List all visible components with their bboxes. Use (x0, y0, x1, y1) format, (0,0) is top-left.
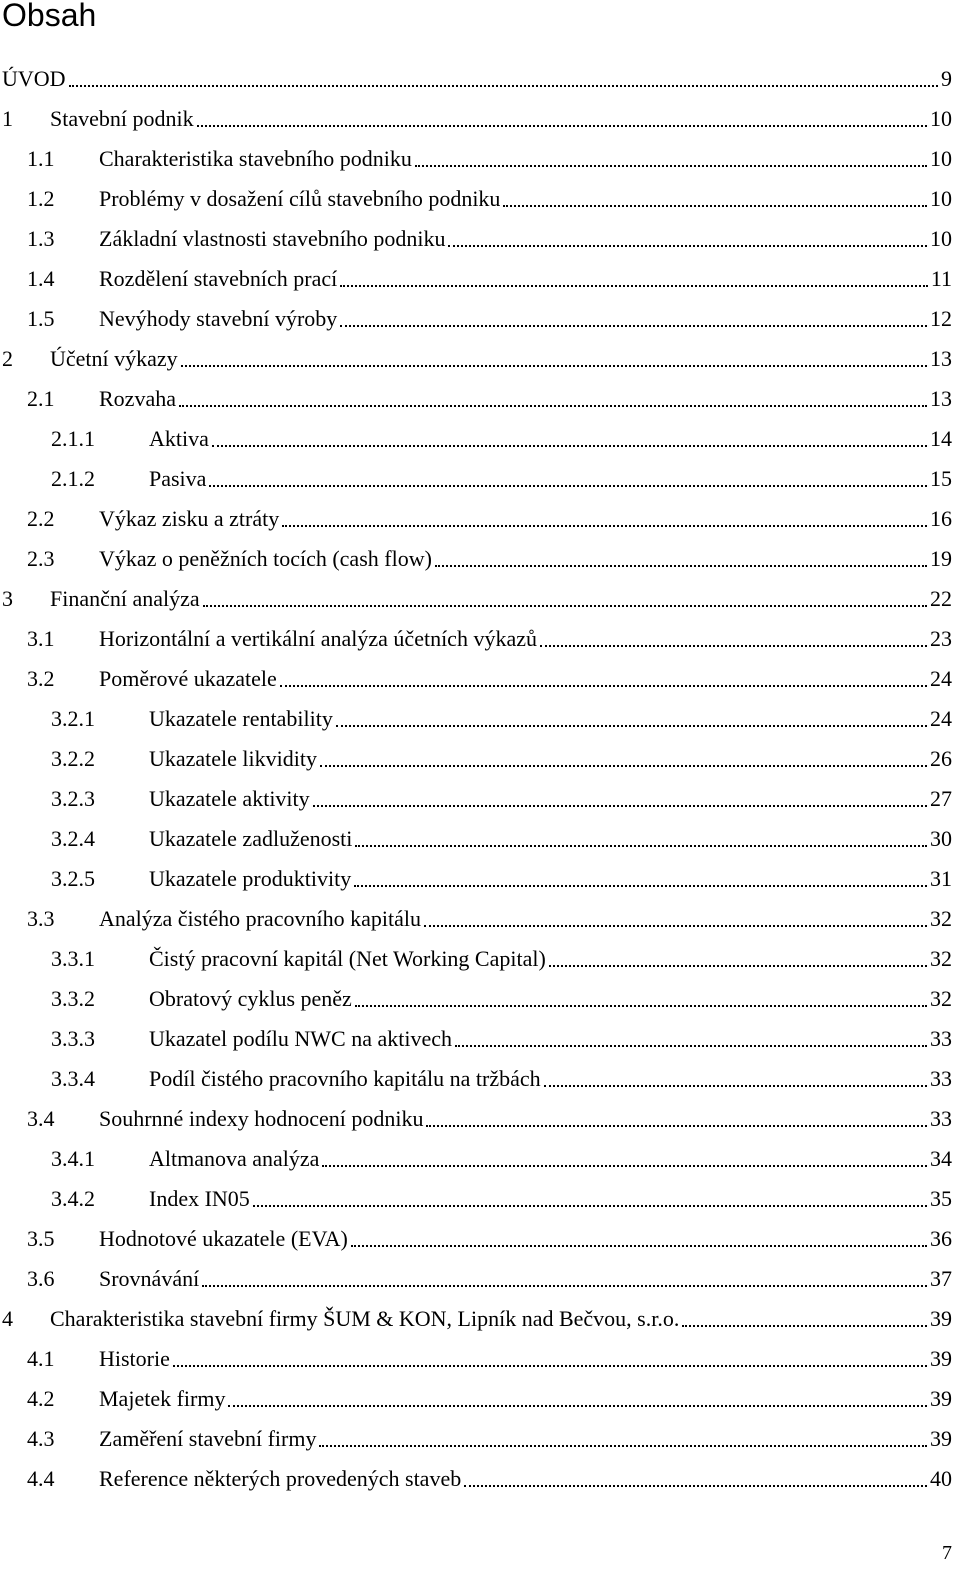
toc-entry-page: 10 (930, 226, 952, 251)
dot-leader (319, 1419, 927, 1459)
toc-entry-page: 10 (930, 146, 952, 171)
dot-leader (282, 499, 927, 539)
toc-entry-line (149, 939, 952, 979)
toc-entry-line (99, 379, 952, 419)
toc-entry-line (99, 299, 952, 339)
toc-entry-page: 39 (930, 1306, 952, 1331)
toc-entry-title: Výkaz o peněžních tocích (cash flow) (99, 546, 432, 571)
dot-leader (320, 739, 927, 779)
toc-entry-page: 24 (930, 706, 952, 731)
page-number: 7 (942, 1542, 952, 1564)
toc-entry-page: 22 (930, 586, 952, 611)
toc-entry-page: 35 (930, 1186, 952, 1211)
dot-leader (340, 259, 928, 299)
toc-entry-page: 13 (930, 346, 952, 371)
toc-entry-page: 31 (930, 866, 952, 891)
toc-entry-title: Ukazatele zadluženosti (149, 826, 353, 851)
toc-entry-page: 30 (930, 826, 952, 851)
toc-entry[interactable] (0, 1379, 952, 1419)
dot-leader (340, 299, 927, 339)
toc-entry[interactable] (0, 379, 952, 419)
toc-entry-line (50, 579, 952, 619)
toc-entry-page: 9 (941, 66, 952, 91)
toc-entry[interactable] (0, 179, 952, 219)
toc-entry-line (149, 459, 952, 499)
toc-entry[interactable] (0, 539, 952, 579)
toc-entry-number: 2.2 (27, 506, 55, 531)
toc-entry-title: Základní vlastnosti stavebního podniku (99, 226, 446, 251)
toc-entry-title: Rozvaha (99, 386, 176, 411)
toc-entry-line (99, 539, 952, 579)
toc-entry-line (149, 1139, 952, 1179)
toc-entry-page: 19 (930, 546, 952, 571)
toc-entry-number: 1.3 (27, 226, 55, 251)
toc-entry-title: Horizontální a vertikální analýza účetních výkazů (99, 626, 537, 651)
toc-entry-title: Problémy v dosažení cílů stavebního podniku (99, 186, 501, 211)
dot-leader (464, 1459, 927, 1499)
dot-leader (355, 979, 927, 1019)
dot-leader (280, 659, 927, 699)
toc-entry-title: Charakteristika stavební firmy ŠUM & KON, Lipník nad Bečvou, s.r.o. (50, 1306, 680, 1331)
toc-entry-title: Podíl čistého pracovního kapitálu na tržbách (149, 1066, 541, 1091)
toc-entry[interactable] (0, 979, 952, 1019)
toc-entry-title: Nevýhody stavební výroby (99, 306, 338, 331)
toc-entry-title: Historie (99, 1346, 170, 1371)
toc-entry-page: 33 (930, 1066, 952, 1091)
toc-entry-number: 2.1 (27, 386, 55, 411)
toc-entry-number: 2.1.1 (51, 426, 95, 451)
dot-leader (544, 1059, 927, 1099)
toc-entry[interactable] (0, 219, 952, 259)
toc-entry-title: Ukazatele aktivity (149, 786, 310, 811)
toc-entry-page: 16 (930, 506, 952, 531)
dot-leader (435, 539, 927, 579)
toc-entry-number: 3.2.2 (51, 746, 95, 771)
toc-entry[interactable] (0, 59, 952, 99)
toc-entry-title: Rozdělení stavebních prací (99, 266, 338, 291)
toc-entry-title: Zaměření stavební firmy (99, 1426, 317, 1451)
toc-entry[interactable] (0, 1139, 952, 1179)
toc-entry[interactable] (0, 1179, 952, 1219)
toc-entry-number: 1 (2, 106, 13, 131)
toc-entry[interactable] (0, 899, 952, 939)
toc-entry-page: 37 (930, 1266, 952, 1291)
toc-entry-page: 39 (930, 1426, 952, 1451)
toc-entry-line (50, 1299, 952, 1339)
dot-leader (173, 1339, 927, 1379)
toc-entry-page: 10 (930, 106, 952, 131)
dot-leader (682, 1299, 927, 1339)
toc-entry-page: 10 (930, 186, 952, 211)
toc-entry-title: Hodnotové ukazatele (EVA) (99, 1226, 348, 1251)
dot-leader (355, 819, 927, 859)
toc-entry-number: 3.2.3 (51, 786, 95, 811)
dot-leader (351, 1219, 927, 1259)
toc-entry-line (99, 1459, 952, 1499)
toc-entry-number: 3.4.2 (51, 1186, 95, 1211)
toc-entry-number: 4.1 (27, 1346, 55, 1371)
dot-leader (212, 419, 927, 459)
toc-entry[interactable] (0, 1059, 952, 1099)
toc-entry[interactable] (0, 859, 952, 899)
toc-entry-title: Ukazatele likvidity (149, 746, 317, 771)
toc-entry-page: 33 (930, 1106, 952, 1131)
toc-entry-page: 27 (930, 786, 952, 811)
toc-entry-number: 3.3.4 (51, 1066, 95, 1091)
toc-entry-number: 2 (2, 346, 13, 371)
toc-entry[interactable] (0, 779, 952, 819)
toc-entry-line (99, 1259, 952, 1299)
toc-entry-page: 23 (930, 626, 952, 651)
toc-entry[interactable] (0, 699, 952, 739)
dot-leader (181, 339, 927, 379)
dot-leader (197, 99, 927, 139)
toc-entry-line (149, 779, 952, 819)
toc-entry-line (149, 739, 952, 779)
toc-entry-number: 3.1 (27, 626, 55, 651)
toc-entry[interactable] (0, 139, 952, 179)
toc-entry[interactable] (0, 1419, 952, 1459)
toc-entry-line (149, 1019, 952, 1059)
toc-entry-title: Pasiva (149, 466, 207, 491)
dot-leader (209, 459, 927, 499)
toc-entry-number: 3.2.4 (51, 826, 95, 851)
toc-entry-title: Reference některých provedených staveb (99, 1466, 462, 1491)
dot-leader (549, 939, 927, 979)
toc-entry-number: 3.3.1 (51, 946, 95, 971)
toc-entry-line (99, 219, 952, 259)
toc-entry-number: 1.1 (27, 146, 55, 171)
dot-leader (69, 59, 938, 99)
toc-entry-title: Charakteristika stavebního podniku (99, 146, 412, 171)
page-heading: Obsah (2, 0, 97, 33)
toc-entry-title: Finanční analýza (50, 586, 200, 611)
toc-entry-line (99, 1099, 952, 1139)
toc-entry-line (50, 99, 952, 139)
toc-entry-line (99, 619, 952, 659)
toc-entry-line (149, 819, 952, 859)
toc-entry-line (99, 179, 952, 219)
toc-entry-page: 39 (930, 1346, 952, 1371)
toc-entry-page: 11 (930, 266, 952, 291)
toc-entry-title: Účetní výkazy (50, 346, 178, 371)
toc-entry-title: ÚVOD (2, 66, 66, 91)
toc-entry[interactable] (0, 619, 952, 659)
toc-entry-number: 1.5 (27, 306, 55, 331)
dot-leader (424, 899, 927, 939)
toc-entry-number: 3.2.5 (51, 866, 95, 891)
toc-entry-line (2, 59, 952, 99)
toc-entry-title: Aktiva (149, 426, 209, 451)
toc-entry[interactable] (0, 1299, 952, 1339)
toc-entry-number: 3.2.1 (51, 706, 95, 731)
toc-entry-number: 3.3.3 (51, 1026, 95, 1051)
toc-entry-number: 4.3 (27, 1426, 55, 1451)
toc-entry-number: 2.1.2 (51, 466, 95, 491)
toc-entry-page: 36 (930, 1226, 952, 1251)
toc-entry-number: 2.3 (27, 546, 55, 571)
table-of-contents (0, 59, 952, 1499)
toc-entry-title: Obratový cyklus peněz (149, 986, 352, 1011)
toc-entry-number: 3.3.2 (51, 986, 95, 1011)
toc-entry-number: 4.4 (27, 1466, 55, 1491)
dot-leader (354, 859, 927, 899)
toc-entry-page: 13 (930, 386, 952, 411)
toc-entry[interactable] (0, 339, 952, 379)
toc-entry-number: 4.2 (27, 1386, 55, 1411)
toc-entry-line (99, 899, 952, 939)
toc-entry-number: 3.4 (27, 1106, 55, 1131)
toc-entry-number: 3.5 (27, 1226, 55, 1251)
dot-leader (322, 1139, 927, 1179)
toc-entry-title: Index IN05 (149, 1186, 250, 1211)
toc-entry-number: 3.4.1 (51, 1146, 95, 1171)
toc-entry-line (149, 699, 952, 739)
toc-entry[interactable] (0, 99, 952, 139)
dot-leader (228, 1379, 927, 1419)
dot-leader (448, 219, 927, 259)
toc-entry-page: 40 (930, 1466, 952, 1491)
toc-entry-line (149, 1059, 952, 1099)
toc-entry-page: 15 (930, 466, 952, 491)
toc-entry-title: Stavební podnik (50, 106, 194, 131)
toc-entry-number: 3 (2, 586, 13, 611)
toc-entry-number: 1.4 (27, 266, 55, 291)
toc-entry-page: 24 (930, 666, 952, 691)
toc-entry[interactable] (0, 1459, 952, 1499)
toc-entry-page: 39 (930, 1386, 952, 1411)
toc-entry[interactable] (0, 499, 952, 539)
toc-entry[interactable] (0, 659, 952, 699)
toc-entry-title: Analýza čistého pracovního kapitálu (99, 906, 421, 931)
toc-entry[interactable] (0, 299, 952, 339)
toc-entry[interactable] (0, 259, 952, 299)
toc-entry-number: 3.2 (27, 666, 55, 691)
toc-entry-line (99, 1379, 952, 1419)
toc-entry-line (99, 659, 952, 699)
dot-leader (455, 1019, 927, 1059)
toc-entry-title: Srovnávání (99, 1266, 200, 1291)
toc-entry-page: 26 (930, 746, 952, 771)
toc-entry-title: Ukazatele rentability (149, 706, 333, 731)
toc-entry-page: 34 (930, 1146, 952, 1171)
toc-entry[interactable] (0, 1099, 952, 1139)
toc-entry-number: 3.6 (27, 1266, 55, 1291)
toc-entry-page: 32 (930, 906, 952, 931)
toc-entry[interactable] (0, 459, 952, 499)
toc-entry-title: Poměrové ukazatele (99, 666, 277, 691)
toc-entry[interactable] (0, 1019, 952, 1059)
toc-entry-page: 12 (930, 306, 952, 331)
toc-entry[interactable] (0, 419, 952, 459)
toc-entry-number: 1.2 (27, 186, 55, 211)
toc-entry[interactable] (0, 939, 952, 979)
toc-entry[interactable] (0, 579, 952, 619)
toc-entry-title: Výkaz zisku a ztráty (99, 506, 280, 531)
toc-entry-line (50, 339, 952, 379)
toc-entry-line (99, 1339, 952, 1379)
toc-entry-line (99, 1219, 952, 1259)
dot-leader (336, 699, 927, 739)
toc-entry[interactable] (0, 1219, 952, 1259)
dot-leader (426, 1099, 927, 1139)
toc-entry-title: Souhrnné indexy hodnocení podniku (99, 1106, 424, 1131)
toc-entry-page: 32 (930, 946, 952, 971)
dot-leader (503, 179, 927, 219)
toc-entry-number: 3.3 (27, 906, 55, 931)
toc-entry-line (149, 979, 952, 1019)
dot-leader (179, 379, 927, 419)
dot-leader (202, 1259, 927, 1299)
toc-entry-line (99, 139, 952, 179)
dot-leader (415, 139, 927, 179)
toc-entry-page: 32 (930, 986, 952, 1011)
dot-leader (203, 579, 927, 619)
toc-entry-line (149, 419, 952, 459)
toc-entry[interactable] (0, 819, 952, 859)
toc-entry-page: 33 (930, 1026, 952, 1051)
toc-entry-title: Altmanova analýza (149, 1146, 320, 1171)
toc-entry-title: Majetek firmy (99, 1386, 226, 1411)
toc-entry-title: Čistý pracovní kapitál (Net Working Capital) (149, 946, 546, 971)
toc-entry-line (99, 499, 952, 539)
toc-entry[interactable] (0, 739, 952, 779)
toc-entry-number: 4 (2, 1306, 13, 1331)
toc-entry-line (99, 259, 952, 299)
toc-entry-page: 14 (930, 426, 952, 451)
toc-entry-line (149, 1179, 952, 1219)
dot-leader (313, 779, 927, 819)
toc-entry-line (99, 1419, 952, 1459)
toc-entry-title: Ukazatele produktivity (149, 866, 352, 891)
toc-entry[interactable] (0, 1259, 952, 1299)
toc-entry-line (149, 859, 952, 899)
dot-leader (540, 619, 927, 659)
toc-entry[interactable] (0, 1339, 952, 1379)
dot-leader (253, 1179, 927, 1219)
toc-entry-title: Ukazatel podílu NWC na aktivech (149, 1026, 453, 1051)
